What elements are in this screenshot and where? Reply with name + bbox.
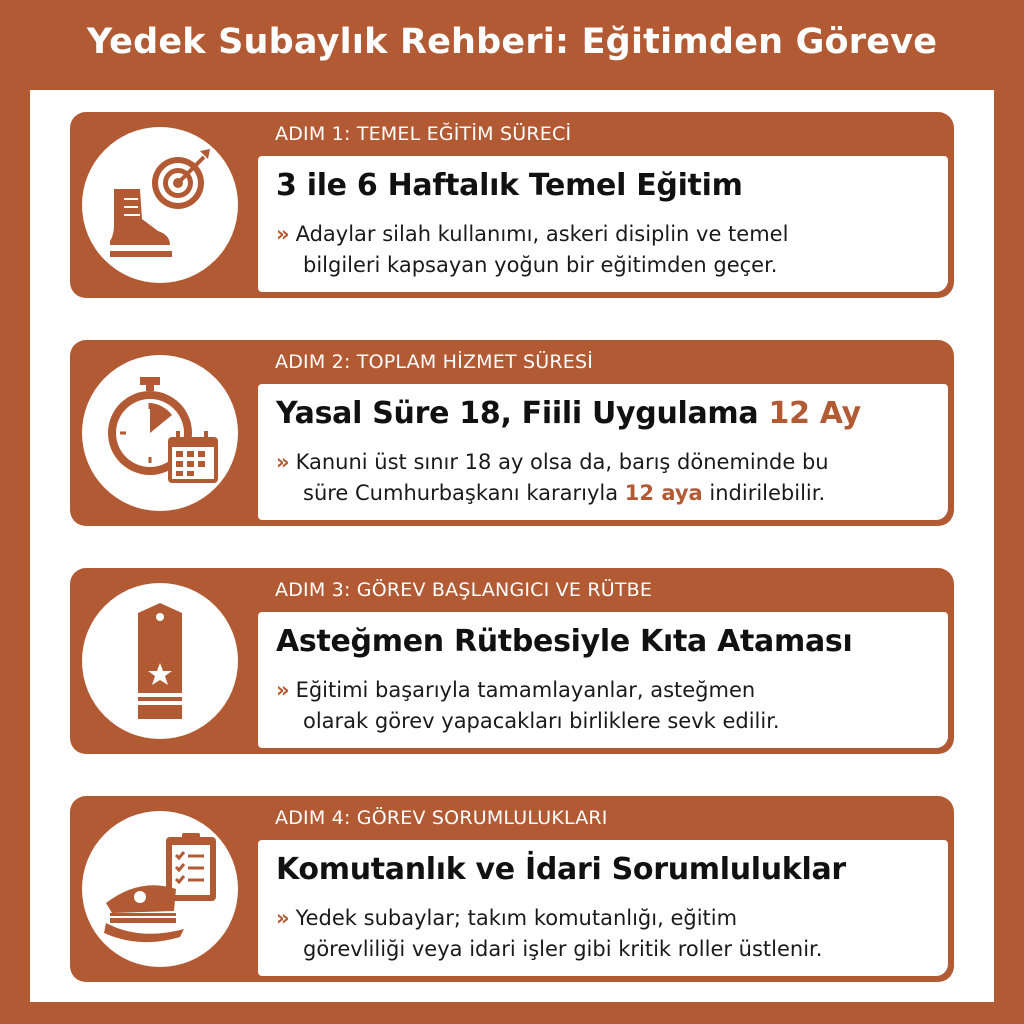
- desc-line-1: Eğitimi başarıyla tamamlayanlar, asteğmen: [295, 678, 756, 702]
- desc-line-2: bilgileri kapsayan yoğun bir eğitimden geçer.: [303, 253, 778, 277]
- step-heading: Asteğmen Rütbesiyle Kıta Ataması: [276, 624, 853, 659]
- rank-insignia-icon: [100, 601, 220, 721]
- step-content: [258, 612, 948, 748]
- step-card-3: [70, 568, 954, 754]
- desc-line-1: Kanuni üst sınır 18 ay olsa da, barış döneminde bu: [295, 450, 829, 474]
- desc-line-2-post: indirilebilir.: [709, 481, 826, 505]
- step-description: [276, 219, 946, 281]
- heading-main: Yasal Süre 18, Fiili Uygulama: [276, 396, 759, 431]
- step-card-4: [70, 796, 954, 982]
- chevron-right-icon: »: [276, 450, 290, 474]
- desc-line-1: Yedek subaylar; takım komutanlığı, eğitim: [295, 906, 738, 930]
- stopwatch-calendar-icon: [100, 373, 220, 493]
- chevron-right-icon: »: [276, 678, 290, 702]
- icon-badge: [82, 811, 238, 967]
- step-heading: [276, 396, 861, 431]
- step-description: [276, 903, 946, 965]
- step-content: [258, 384, 948, 520]
- boot-and-target-icon: [100, 145, 220, 265]
- step-card-1: [70, 112, 954, 298]
- step-label: ADIM 1: TEMEL EĞİTİM SÜRECİ: [275, 123, 572, 145]
- desc-highlight: 12 aya: [624, 481, 703, 505]
- step-description: [276, 447, 946, 509]
- step-heading: Komutanlık ve İdari Sorumluluklar: [276, 852, 846, 887]
- step-label: ADIM 4: GÖREV SORUMLULUKLARI: [275, 807, 608, 829]
- chevron-right-icon: »: [276, 222, 290, 246]
- icon-badge: [82, 583, 238, 739]
- officer-cap-clipboard-icon: [100, 829, 220, 949]
- icon-badge: [82, 127, 238, 283]
- heading-highlight: 12 Ay: [768, 396, 861, 431]
- icon-badge: [82, 355, 238, 511]
- step-label: ADIM 3: GÖREV BAŞLANGICI VE RÜTBE: [275, 579, 653, 601]
- desc-line-2: görevliliği veya idari işler gibi kritik roller üstlenir.: [303, 937, 823, 961]
- step-label: ADIM 2: TOPLAM HİZMET SÜRESİ: [275, 351, 594, 373]
- step-description: [276, 675, 946, 737]
- step-content: [258, 840, 948, 976]
- page-title: Yedek Subaylık Rehberi: Eğitimden Göreve: [86, 22, 938, 62]
- desc-line-1: Adaylar silah kullanımı, askeri disiplin ve temel: [295, 222, 789, 246]
- desc-line-2-pre: süre Cumhurbaşkanı kararıyla: [303, 481, 619, 505]
- desc-line-2: olarak görev yapacakları birliklere sevk edilir.: [303, 709, 780, 733]
- desc-line-2: [276, 478, 946, 509]
- step-heading: 3 ile 6 Haftalık Temel Eğitim: [276, 168, 743, 203]
- step-card-2: [70, 340, 954, 526]
- chevron-right-icon: »: [276, 906, 290, 930]
- step-content: [258, 156, 948, 292]
